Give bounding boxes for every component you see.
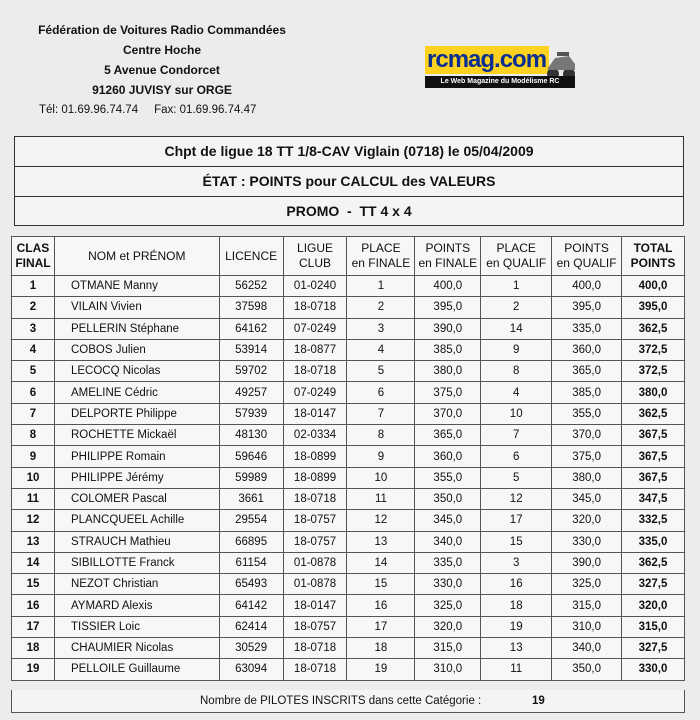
cell-total: 380,0 [622, 382, 685, 403]
col-clas: CLAS FINAL [12, 237, 55, 276]
cell-licence: 59646 [219, 446, 283, 467]
cell-ptq: 310,0 [552, 616, 622, 637]
federation-header [22, 20, 302, 120]
cell-pq: 16 [481, 574, 552, 595]
cell-ptf: 365,0 [415, 425, 481, 446]
cell-pf: 8 [347, 425, 415, 446]
cell-ptq: 340,0 [552, 638, 622, 659]
cell-pf: 4 [347, 339, 415, 360]
cell-ptf: 310,0 [415, 659, 481, 680]
cell-total: 332,5 [622, 510, 685, 531]
cell-pq: 8 [481, 361, 552, 382]
cell-pf: 12 [347, 510, 415, 531]
col-place-finale: PLACE en FINALE [347, 237, 415, 276]
col-licence: LICENCE [219, 237, 283, 276]
header-row [12, 237, 685, 276]
fax: Fax: 01.69.96.74.47 [154, 104, 257, 116]
cell-licence: 3661 [219, 488, 283, 509]
logo-tagline: Le Web Magazine du Modélisme RC [425, 76, 575, 88]
pilot-count: 19 [532, 695, 545, 707]
table-row [12, 276, 685, 297]
cell-licence: 49257 [219, 382, 283, 403]
cell-ptf: 395,0 [415, 297, 481, 318]
col-points-qualif: POINTS en QUALIF [552, 237, 622, 276]
cell-pf: 10 [347, 467, 415, 488]
cell-clas: 10 [12, 467, 55, 488]
cell-ptq: 330,0 [552, 531, 622, 552]
cell-licence: 62414 [219, 616, 283, 637]
cell-nom: AMELINE Cédric [54, 382, 219, 403]
cell-total: 372,5 [622, 361, 685, 382]
cell-licence: 56252 [219, 276, 283, 297]
cell-clas: 15 [12, 574, 55, 595]
cell-pf: 13 [347, 531, 415, 552]
cell-ptq: 390,0 [552, 552, 622, 573]
cell-ligue: 18-0877 [283, 339, 347, 360]
cell-ptq: 365,0 [552, 361, 622, 382]
event-title: Chpt de ligue 18 TT 1/8-CAV Viglain (0718) le 05/04/2009 [15, 137, 683, 167]
cell-nom: CHAUMIER Nicolas [54, 638, 219, 659]
cell-nom: STRAUCH Mathieu [54, 531, 219, 552]
table-row [12, 510, 685, 531]
cell-total: 395,0 [622, 297, 685, 318]
cell-ptq: 350,0 [552, 659, 622, 680]
cell-total: 362,5 [622, 552, 685, 573]
cell-pf: 9 [347, 446, 415, 467]
cell-licence: 66895 [219, 531, 283, 552]
cell-ptf: 340,0 [415, 531, 481, 552]
cell-nom: TISSIER Loic [54, 616, 219, 637]
cell-ptf: 400,0 [415, 276, 481, 297]
cell-ligue: 18-0718 [283, 488, 347, 509]
cell-pq: 14 [481, 318, 552, 339]
contact-line [22, 100, 302, 120]
cell-ligue: 18-0718 [283, 659, 347, 680]
cell-nom: VILAIN Vivien [54, 297, 219, 318]
cell-ptf: 345,0 [415, 510, 481, 531]
cell-clas: 5 [12, 361, 55, 382]
cell-pf: 14 [347, 552, 415, 573]
cell-total: 320,0 [622, 595, 685, 616]
cell-clas: 4 [12, 339, 55, 360]
cell-ptq: 355,0 [552, 403, 622, 424]
cell-clas: 16 [12, 595, 55, 616]
cell-nom: NEZOT Christian [54, 574, 219, 595]
cell-pf: 3 [347, 318, 415, 339]
cell-total: 400,0 [622, 276, 685, 297]
table-row [12, 403, 685, 424]
cell-ligue: 01-0878 [283, 552, 347, 573]
cell-ligue: 07-0249 [283, 382, 347, 403]
cell-total: 367,5 [622, 425, 685, 446]
cell-ligue: 01-0878 [283, 574, 347, 595]
table-row [12, 339, 685, 360]
cell-pf: 17 [347, 616, 415, 637]
cell-pq: 18 [481, 595, 552, 616]
table-row [12, 318, 685, 339]
cell-licence: 53914 [219, 339, 283, 360]
cell-pf: 18 [347, 638, 415, 659]
cell-ptq: 335,0 [552, 318, 622, 339]
cell-nom: PELLOILE Guillaume [54, 659, 219, 680]
cell-pq: 10 [481, 403, 552, 424]
cell-licence: 59702 [219, 361, 283, 382]
cell-ligue: 18-0757 [283, 510, 347, 531]
table-row [12, 574, 685, 595]
cell-ligue: 01-0240 [283, 276, 347, 297]
cell-nom: COBOS Julien [54, 339, 219, 360]
cell-clas: 1 [12, 276, 55, 297]
cell-pq: 19 [481, 616, 552, 637]
col-total: TOTAL POINTS [622, 237, 685, 276]
cell-ligue: 18-0757 [283, 531, 347, 552]
rcmag-logo [425, 46, 575, 90]
cell-ptq: 360,0 [552, 339, 622, 360]
cell-ptq: 385,0 [552, 382, 622, 403]
federation-city: 91260 JUVISY sur ORGE [92, 83, 232, 97]
col-points-finale: POINTS en FINALE [415, 237, 481, 276]
cell-nom: PELLERIN Stéphane [54, 318, 219, 339]
cell-ligue: 18-0899 [283, 467, 347, 488]
cell-ptq: 400,0 [552, 276, 622, 297]
cell-nom: OTMANE Manny [54, 276, 219, 297]
telephone: Tél: 01.69.96.74.74 [39, 104, 139, 116]
cell-nom: PLANCQUEEL Achille [54, 510, 219, 531]
table-row [12, 425, 685, 446]
cell-clas: 19 [12, 659, 55, 680]
table-row [12, 297, 685, 318]
cell-ligue: 18-0147 [283, 403, 347, 424]
cell-pf: 1 [347, 276, 415, 297]
cell-total: 367,5 [622, 467, 685, 488]
cell-ptf: 315,0 [415, 638, 481, 659]
cell-ligue: 18-0718 [283, 361, 347, 382]
col-place-qualif: PLACE en QUALIF [481, 237, 552, 276]
cell-pq: 2 [481, 297, 552, 318]
cell-licence: 48130 [219, 425, 283, 446]
table-row [12, 531, 685, 552]
cell-pq: 4 [481, 382, 552, 403]
cell-licence: 37598 [219, 297, 283, 318]
table-row [12, 552, 685, 573]
cell-clas: 17 [12, 616, 55, 637]
table-row [12, 361, 685, 382]
cell-nom: LECOCQ Nicolas [54, 361, 219, 382]
cell-total: 335,0 [622, 531, 685, 552]
table-row [12, 595, 685, 616]
cell-ptq: 320,0 [552, 510, 622, 531]
cell-nom: PHILIPPE Romain [54, 446, 219, 467]
cell-ptq: 345,0 [552, 488, 622, 509]
cell-ptf: 385,0 [415, 339, 481, 360]
cell-ligue: 02-0334 [283, 425, 347, 446]
table-row [12, 616, 685, 637]
cell-pq: 11 [481, 659, 552, 680]
cell-pf: 5 [347, 361, 415, 382]
cell-pq: 12 [481, 488, 552, 509]
cell-nom: ROCHETTE Mickaël [54, 425, 219, 446]
cell-ligue: 18-0147 [283, 595, 347, 616]
cell-total: 347,5 [622, 488, 685, 509]
cell-clas: 7 [12, 403, 55, 424]
cell-total: 315,0 [622, 616, 685, 637]
cell-clas: 6 [12, 382, 55, 403]
cell-clas: 14 [12, 552, 55, 573]
federation-name: Fédération de Voitures Radio Commandées [38, 23, 286, 37]
cell-nom: PHILIPPE Jérémy [54, 467, 219, 488]
cell-ligue: 18-0899 [283, 446, 347, 467]
cell-pq: 13 [481, 638, 552, 659]
cell-total: 367,5 [622, 446, 685, 467]
table-row [12, 488, 685, 509]
cell-ligue: 07-0249 [283, 318, 347, 339]
event-title-box [14, 136, 684, 226]
federation-street: 5 Avenue Condorcet [104, 63, 220, 77]
table-row [12, 659, 685, 680]
cell-clas: 8 [12, 425, 55, 446]
cell-pf: 11 [347, 488, 415, 509]
cell-licence: 29554 [219, 510, 283, 531]
cell-ptf: 375,0 [415, 382, 481, 403]
cell-ptq: 380,0 [552, 467, 622, 488]
cell-nom: SIBILLOTTE Franck [54, 552, 219, 573]
cell-ptf: 335,0 [415, 552, 481, 573]
cell-licence: 61154 [219, 552, 283, 573]
cell-total: 327,5 [622, 638, 685, 659]
cell-ligue: 18-0757 [283, 616, 347, 637]
cell-pq: 3 [481, 552, 552, 573]
cell-pf: 19 [347, 659, 415, 680]
cell-ptf: 325,0 [415, 595, 481, 616]
cell-clas: 2 [12, 297, 55, 318]
table-row [12, 382, 685, 403]
cell-clas: 3 [12, 318, 55, 339]
cell-pq: 9 [481, 339, 552, 360]
cell-pq: 1 [481, 276, 552, 297]
table-row [12, 638, 685, 659]
table-row [12, 467, 685, 488]
cell-ligue: 18-0718 [283, 297, 347, 318]
cell-clas: 18 [12, 638, 55, 659]
cell-ptf: 320,0 [415, 616, 481, 637]
col-nom: NOM et PRÉNOM [54, 237, 219, 276]
cell-pq: 5 [481, 467, 552, 488]
cell-licence: 65493 [219, 574, 283, 595]
cell-licence: 63094 [219, 659, 283, 680]
col-ligue: LIGUE CLUB [283, 237, 347, 276]
cell-total: 362,5 [622, 318, 685, 339]
cell-ptf: 390,0 [415, 318, 481, 339]
cell-clas: 12 [12, 510, 55, 531]
event-subtitle: ÉTAT : POINTS pour CALCUL des VALEURS [15, 167, 683, 197]
cell-ptf: 380,0 [415, 361, 481, 382]
cell-licence: 57939 [219, 403, 283, 424]
event-category: PROMO - TT 4 x 4 [286, 203, 412, 219]
logo-wordmark: rcmag.com [425, 46, 549, 74]
cell-ptq: 370,0 [552, 425, 622, 446]
cell-clas: 11 [12, 488, 55, 509]
federation-center: Centre Hoche [122, 43, 202, 57]
cell-total: 327,5 [622, 574, 685, 595]
cell-ptq: 395,0 [552, 297, 622, 318]
cell-pf: 2 [347, 297, 415, 318]
results-table [11, 236, 685, 681]
cell-ligue: 18-0718 [283, 638, 347, 659]
cell-licence: 59989 [219, 467, 283, 488]
cell-pq: 15 [481, 531, 552, 552]
cell-clas: 13 [12, 531, 55, 552]
cell-ptq: 325,0 [552, 574, 622, 595]
cell-ptf: 350,0 [415, 488, 481, 509]
cell-ptf: 370,0 [415, 403, 481, 424]
cell-pf: 7 [347, 403, 415, 424]
footer [11, 690, 685, 713]
cell-pf: 15 [347, 574, 415, 595]
cell-ptq: 375,0 [552, 446, 622, 467]
cell-ptq: 315,0 [552, 595, 622, 616]
cell-nom: AYMARD Alexis [54, 595, 219, 616]
cell-pq: 6 [481, 446, 552, 467]
cell-ptf: 330,0 [415, 574, 481, 595]
cell-total: 372,5 [622, 339, 685, 360]
cell-nom: COLOMER Pascal [54, 488, 219, 509]
cell-clas: 9 [12, 446, 55, 467]
cell-total: 362,5 [622, 403, 685, 424]
cell-pf: 16 [347, 595, 415, 616]
cell-ptf: 355,0 [415, 467, 481, 488]
cell-nom: DELPORTE Philippe [54, 403, 219, 424]
cell-licence: 30529 [219, 638, 283, 659]
cell-licence: 64162 [219, 318, 283, 339]
cell-ptf: 360,0 [415, 446, 481, 467]
cell-licence: 64142 [219, 595, 283, 616]
cell-pq: 7 [481, 425, 552, 446]
footer-label: Nombre de PILOTES INSCRITS dans cette Catégorie : [200, 695, 482, 707]
table-row [12, 446, 685, 467]
cell-total: 330,0 [622, 659, 685, 680]
cell-pq: 17 [481, 510, 552, 531]
cell-pf: 6 [347, 382, 415, 403]
